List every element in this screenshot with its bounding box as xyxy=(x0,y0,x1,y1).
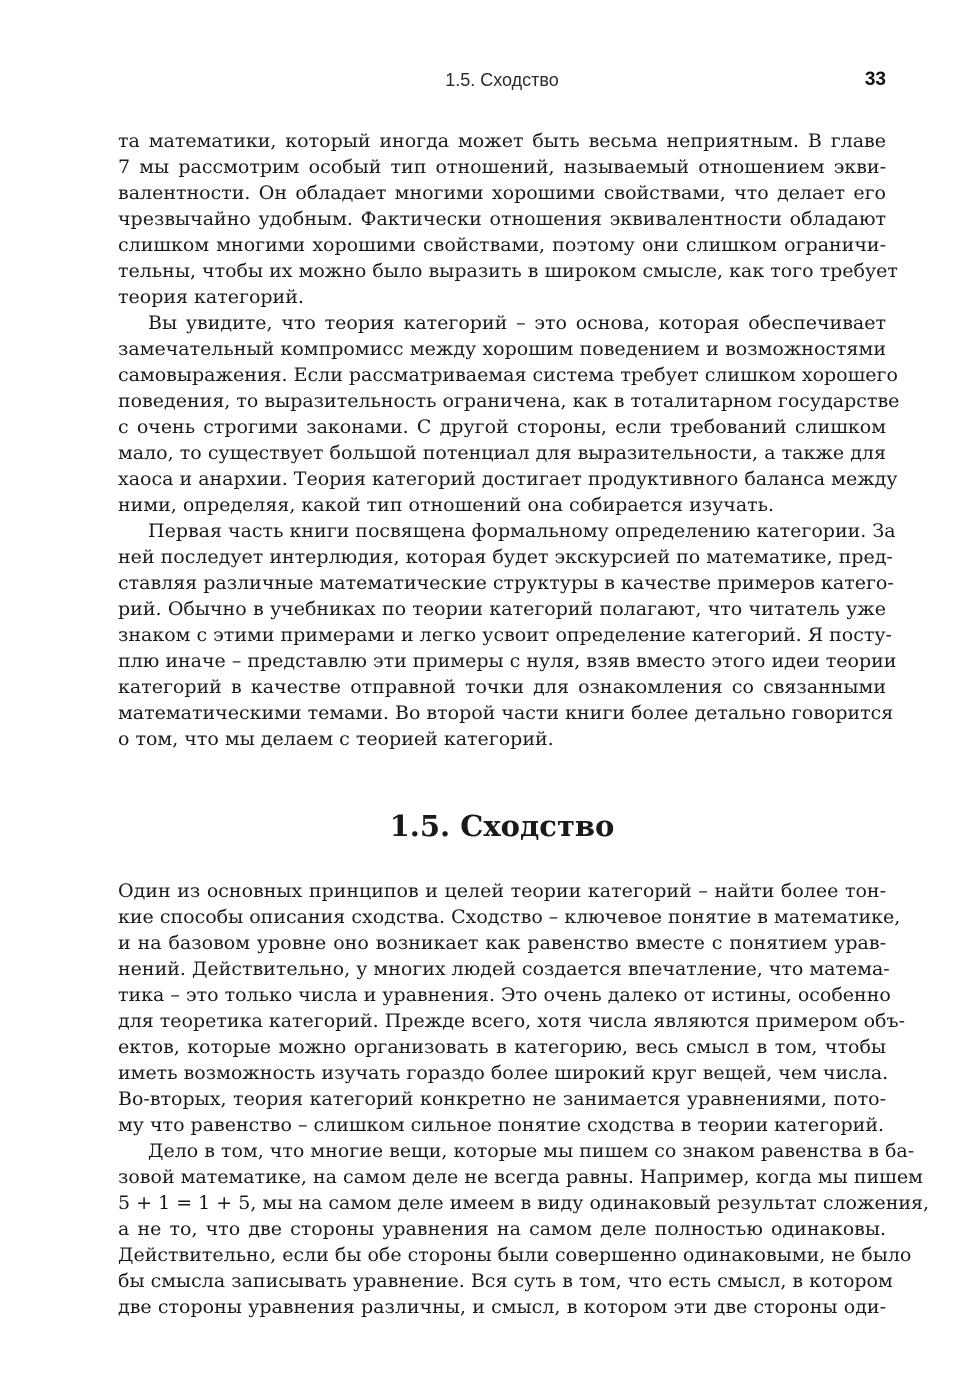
text-line: ставляя различные математические структуры в качестве примеров катего- xyxy=(118,572,894,594)
page-number: 33 xyxy=(864,69,886,90)
paragraph xyxy=(118,128,898,310)
running-head xyxy=(118,70,886,98)
text-line: теория категорий. xyxy=(118,286,304,308)
text-line: Первая часть книги посвящена формальному определению категории. За xyxy=(148,520,896,542)
text-line: му что равенство – слишком сильное понятие сходства в теории категорий. xyxy=(118,1114,885,1136)
text-line: тельны, чтобы их можно было выразить в широком смысле, как того требует xyxy=(118,260,898,282)
text-line: 5 + 1 = 1 + 5, мы на самом деле имеем в виду одинаковый результат сложения, xyxy=(118,1192,930,1214)
text-line: а не то, что две стороны уравнения на самом деле полностью одинаковы. xyxy=(118,1218,886,1240)
text-line: зовой математике, на самом деле не всегда равны. Например, когда мы пишем xyxy=(118,1166,923,1188)
text-line: математическими темами. Во второй части книги более детально говорится xyxy=(118,702,894,724)
paragraph xyxy=(118,1138,930,1320)
text-line: самовыражения. Если рассматриваемая система требует слишком хорошего xyxy=(118,364,898,386)
section-heading: 1.5. Сходство xyxy=(389,809,615,843)
paragraph xyxy=(118,518,897,752)
running-head-title: 1.5. Сходство xyxy=(445,70,559,90)
paragraph xyxy=(118,878,905,1138)
text-line: тика – это только числа и уравнения. Это очень далеко от истины, особенно xyxy=(118,984,891,1006)
text-line: и на базовом уровне оно возникает как равенство вместе с понятием урав- xyxy=(118,932,886,954)
text-line: две стороны уравнения различны, и смысл, в котором эти две стороны оди- xyxy=(118,1296,886,1318)
text-line: хаоса и анархии. Теория категорий достигает продуктивного баланса между xyxy=(118,468,898,490)
text-line: рий. Обычно в учебниках по теории категорий полагают, что читатель уже xyxy=(118,598,886,620)
text-line: плю иначе – представлю эти примеры с нуля, взяв вместо этого идеи теории xyxy=(118,650,897,672)
text-line: Во-вторых, теория категорий конкретно не занимается уравнениями, пото- xyxy=(118,1088,886,1110)
text-line: ектов, которые можно организовать в категорию, весь смысл в том, чтобы xyxy=(118,1036,886,1058)
text-line: знаком с этими примерами и легко усвоит определение категорий. Я посту- xyxy=(118,624,892,646)
text-line: ней последует интерлюдия, которая будет экскурсией по математике, пред- xyxy=(118,546,893,568)
text-line: та математики, который иногда может быть весьма неприятным. В главе xyxy=(118,130,886,152)
text-line: слишком многими хорошими свойствами, поэтому они слишком ограничи- xyxy=(118,234,886,256)
paragraph xyxy=(118,310,900,518)
text-line: для теоретика категорий. Прежде всего, хотя числа являются примером объ- xyxy=(118,1010,905,1032)
text-line: Дело в том, что многие вещи, которые мы пишем со знаком равенства в ба- xyxy=(148,1140,915,1162)
text-line: категорий в качестве отправной точки для ознакомления со связанными xyxy=(118,676,886,698)
text-line: 7 мы рассмотрим особый тип отношений, называемый отношением экви- xyxy=(118,156,886,178)
text-line: нений. Действительно, у многих людей создается впечатление, что матема- xyxy=(118,958,890,980)
body-text xyxy=(118,128,930,1320)
text-line: бы смысла записывать уравнение. Вся суть в том, что есть смысл, в котором xyxy=(118,1270,893,1292)
text-line: Действительно, если бы обе стороны были совершенно одинаковыми, не было xyxy=(118,1244,912,1266)
text-line: кие способы описания сходства. Сходство – ключевое понятие в математике, xyxy=(118,906,901,928)
text-line: валентности. Он обладает многими хорошими свойствами, что делает его xyxy=(118,182,886,204)
bottom-paragraphs xyxy=(118,878,930,1320)
text-line: о том, что мы делаем с теорией категорий. xyxy=(118,728,554,750)
text-line: чрезвычайно удобным. Фактически отношения эквивалентности обладают xyxy=(118,208,886,230)
text-line: с очень строгими законами. С другой стороны, если требований слишком xyxy=(118,416,886,438)
text-line: иметь возможность изучать гораздо более широкий круг вещей, чем числа. xyxy=(118,1062,889,1084)
top-paragraphs xyxy=(118,128,900,752)
text-line: поведения, то выразительность ограничена, как в тоталитарном государстве xyxy=(118,390,900,412)
text-line: Вы увидите, что теория категорий – это основа, которая обеспечивает xyxy=(148,312,886,334)
text-line: Один из основных принципов и целей теории категорий – найти более тон- xyxy=(118,880,886,902)
text-line: ними, определяя, какой тип отношений она собирается изучать. xyxy=(118,494,775,516)
text-line: замечательный компромисс между хорошим поведением и возможностями xyxy=(118,338,886,360)
text-line: мало, то существует большой потенциал для выразительности, а также для xyxy=(118,442,886,464)
